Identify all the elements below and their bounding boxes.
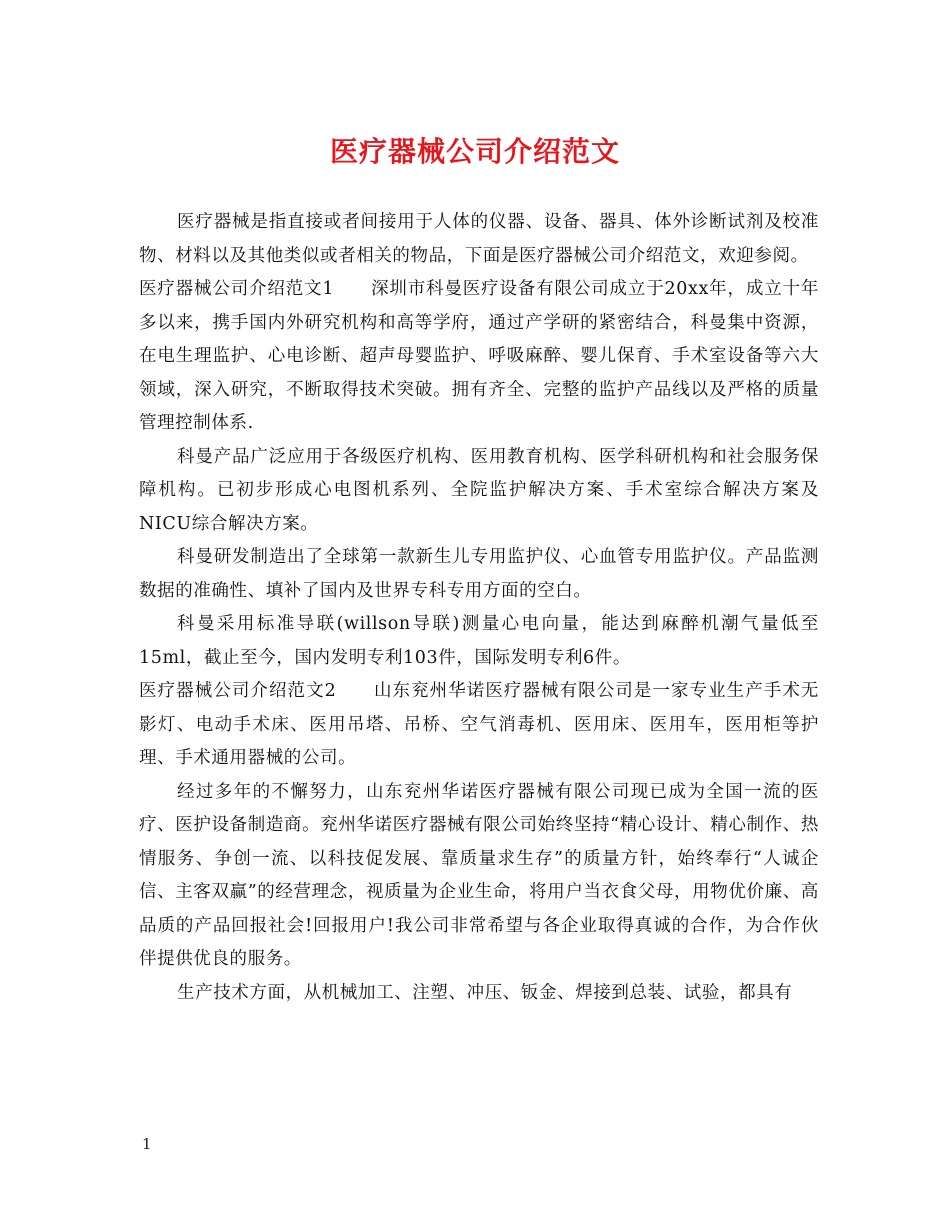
paragraph-intro: 医疗器械是指直接或者间接用于人体的仪器、设备、器具、体外诊断试剂及校准物、材料以及其他类似或者相关的物品，下面是医疗器械公司介绍范文，欢迎参阅。: [139, 212, 819, 266]
paragraph-sample-1-heading: 医疗器械公司介绍范文1 深圳市科曼医疗设备有限公司成立于20xx年，成立十年多以来，携手国内外研究机构和高等学府，通过产学研的紧密结合，科曼集中资源，在电生理监护、心电诊断、超声母婴监护、呼吸麻醉、婴儿保育、手术室设备等六大领域，深入研究，不断取得技术突破。拥有齐全、完整的监护产品线以及严格的质量管理控制体系.: [139, 279, 819, 433]
page-number: 1: [142, 1135, 152, 1153]
paragraph-production: 生产技术方面，从机械加工、注塑、冲压、钣金、焊接到总装、试验，都具有: [177, 982, 793, 1003]
paragraph-sample-2-heading: 医疗器械公司介绍范文2 山东兖州华诺医疗器械有限公司是一家专业生产手术无影灯、电动手术床、医用吊塔、吊桥、空气消毒机、医用床、医用车，医用柜等护理、手术通用器械的公司。: [139, 681, 819, 768]
paragraph-products: 科曼产品广泛应用于各级医疗机构、医用教育机构、医学科研机构和社会服务保障机构。已初步形成心电图机系列、全院监护解决方案、手术室综合解决方案及NICU综合解决方案。: [139, 446, 819, 534]
document-body: [139, 206, 819, 1010]
paragraph-quality: 经过多年的不懈努力，山东兖州华诺医疗器械有限公司现已成为全国一流的医疗、医护设备制造商。兖州华诺医疗器械有限公司始终坚持“精心设计、精心制作、热情服务、争创一流、以科技促发展、靠质量求生存”的质量方针，始终奉行“人诚企信、主客双赢”的经营理念，视质量为企业生命，将用户当衣食父母，用物优价廉、高品质的产品回报社会!回报用户!我公司非常希望与各企业取得真诚的合作，为合作伙伴提供优良的服务。: [139, 781, 819, 969]
paragraph-patents: 科曼采用标准导联(willson导联)测量心电向量，能达到麻醉机潮气量低至15ml，截止至今，国内发明专利103件，国际发明专利6件。: [139, 614, 819, 668]
document-title: 医疗器械公司介绍范文: [329, 135, 620, 168]
paragraph-research: 科曼研发制造出了全球第一款新生儿专用监护仪、心血管专用监护仪。产品监测数据的准确性、填补了国内及世界专科专用方面的空白。: [139, 547, 819, 601]
